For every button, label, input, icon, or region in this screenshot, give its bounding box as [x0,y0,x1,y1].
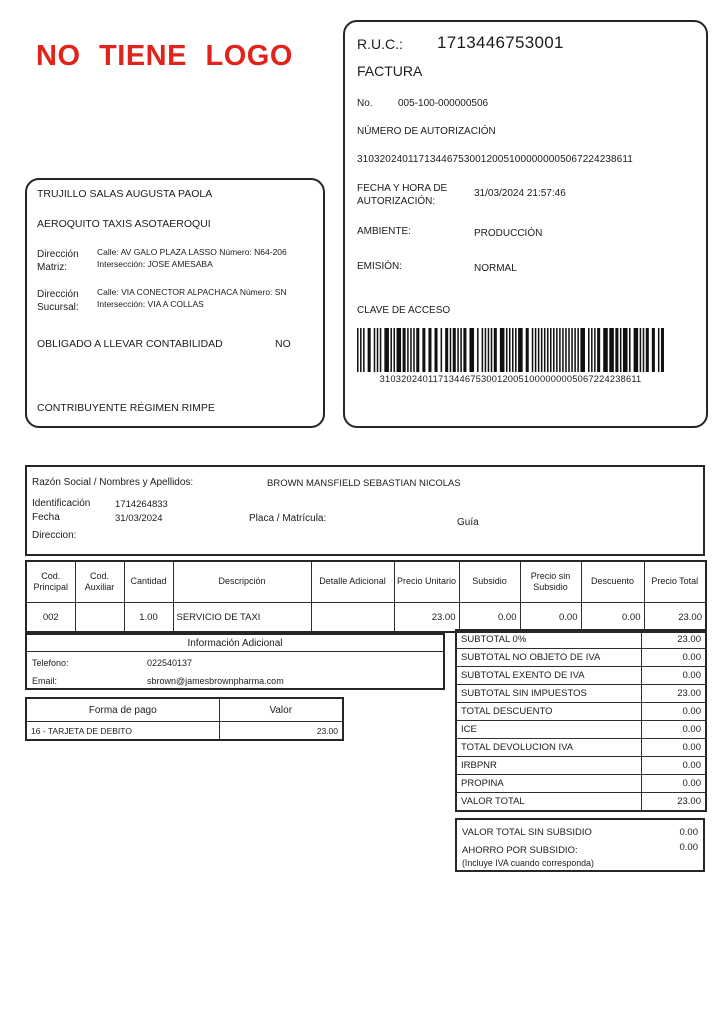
doc-type: FACTURA [357,63,423,79]
col-detalle-adicional: Detalle Adicional [311,561,394,603]
valor-total-sin-subsidio-value: 0.00 [679,827,698,838]
total-value: 0.00 [641,757,706,775]
item-detalle-adicional [311,603,394,633]
fecha-label: Fecha [32,512,60,523]
additional-info-box [25,633,445,690]
barcode-number: 3103202401171344675300120051000000005067224238611 [379,374,642,384]
item-precio-sin-subsidio: 0.00 [520,603,581,633]
payment-method: 16 - TARJETA DE DEBITO [26,722,219,741]
payment-value-header: Valor [219,698,343,722]
ahorro-subsidio-sublabel: (Incluye IVA cuando corresponda) [462,858,594,868]
phone-label: Telefono: [32,658,69,668]
col-precio-total: Precio Total [644,561,706,603]
col-descuento: Descuento [581,561,644,603]
item-cod-principal: 002 [26,603,75,633]
payment-table [25,697,344,741]
total-label: VALOR TOTAL [456,793,641,812]
placa-label: Placa / Matrícula: [249,513,327,524]
ambiente-value: PRODUCCIÓN [474,228,543,239]
matriz-label: Dirección Matriz: [37,249,79,273]
total-value: 0.00 [641,703,706,721]
ruc-value: 1713446753001 [437,33,564,52]
contabilidad-value: NO [275,338,291,350]
col-subsidio: Subsidio [459,561,520,603]
ahorro-subsidio-value: 0.00 [679,842,698,853]
totals-row [456,775,706,793]
col-precio-sin-subsidio: Precio sin Subsidio [520,561,581,603]
item-descuento: 0.00 [581,603,644,633]
clave-acceso-label: CLAVE DE ACCESO [357,305,451,316]
additional-info-title: Información Adicional [27,635,443,652]
authorization-box [343,20,708,428]
ambiente-label: AMBIENTE: [357,226,411,237]
barcode [357,328,664,372]
item-precio-total: 23.00 [644,603,706,633]
payment-value: 23.00 [219,722,343,741]
payment-row [26,722,343,741]
total-value: 0.00 [641,775,706,793]
identificacion-value: 1714264833 [115,499,168,510]
total-label: SUBTOTAL 0% [456,630,641,649]
total-label: SUBTOTAL NO OBJETO DE IVA [456,649,641,667]
totals-row [456,649,706,667]
emitter-name: TRUJILLO SALAS AUGUSTA PAOLA [37,188,213,200]
identificacion-label: Identificación [32,498,91,509]
total-value: 0.00 [641,721,706,739]
invoice-no-label: No. [357,98,373,109]
email-value: sbrown@jamesbrownpharma.com [147,676,284,686]
item-precio-unitario: 23.00 [394,603,459,633]
total-value: 0.00 [641,739,706,757]
total-label: SUBTOTAL EXENTO DE IVA [456,667,641,685]
totals-table [455,629,707,812]
emision-label: EMISIÓN: [357,261,403,272]
totals-row [456,703,706,721]
matriz-line2: Intersección: JOSE AMESABA [97,259,213,270]
col-cantidad: Cantidad [124,561,173,603]
invoice-no-value: 005-100-000000506 [398,98,489,109]
totals-row [456,667,706,685]
contabilidad-label: OBLIGADO A LLEVAR CONTABILIDAD [37,338,223,350]
items-table [25,560,707,633]
subsidy-summary-box [455,818,705,872]
total-label: SUBTOTAL SIN IMPUESTOS [456,685,641,703]
guia-label: Guía [457,517,479,528]
items-header-row [26,561,706,603]
col-descripcion: Descripción [173,561,311,603]
auth-number: 3103202401171344675300120051000000005067224238611 [357,154,633,165]
item-cantidad: 1.00 [124,603,173,633]
total-value: 23.00 [641,685,706,703]
totals-row [456,630,706,649]
payment-method-header: Forma de pago [26,698,219,722]
sucursal-line2: Intersección: VIA A COLLAS [97,299,204,310]
col-cod-principal: Cod. Principal [26,561,75,603]
fecha-value: 31/03/2024 [115,513,163,524]
emitter-box [25,178,325,428]
totals-row [456,721,706,739]
auth-number-label: NÚMERO DE AUTORIZACIÓN [357,126,496,137]
total-value: 23.00 [641,793,706,812]
total-value: 0.00 [641,649,706,667]
emitter-trade-name: AEROQUITO TAXIS ASOTAEROQUI [37,218,211,230]
email-label: Email: [32,676,58,686]
sucursal-line1: Calle: VIA CONECTOR ALPACHACA Número: SN [97,287,287,297]
emision-value: NORMAL [474,263,517,274]
total-label: IRBPNR [456,757,641,775]
sucursal-address [97,286,322,311]
valor-total-sin-subsidio-label: VALOR TOTAL SIN SUBSIDIO [462,827,592,838]
auth-datetime-label: FECHA Y HORA DE AUTORIZACIÓN: [357,183,448,207]
ahorro-subsidio-label: AHORRO POR SUBSIDIO: [462,845,578,856]
totals-row [456,757,706,775]
item-subsidio: 0.00 [459,603,520,633]
total-label: PROPINA [456,775,641,793]
payment-header-row [26,698,343,722]
total-value: 23.00 [641,630,706,649]
totals-row [456,685,706,703]
matriz-address [97,246,322,271]
matriz-line1: Calle: AV GALO PLAZA LASSO Número: N64-206 [97,247,287,257]
total-value: 0.00 [641,667,706,685]
sucursal-label: Dirección Sucursal: [37,289,79,313]
item-row [26,603,706,633]
direccion-label: Direccion: [32,530,77,541]
total-label: TOTAL DEVOLUCION IVA [456,739,641,757]
total-label: ICE [456,721,641,739]
item-cod-auxiliar [75,603,124,633]
total-label: TOTAL DESCUENTO [456,703,641,721]
auth-datetime-value: 31/03/2024 21:57:46 [474,188,566,199]
regimen-text: CONTRIBUYENTE RÉGIMEN RIMPE [37,402,215,414]
phone-value: 022540137 [147,658,193,668]
buyer-box [25,465,705,556]
totals-row [456,739,706,757]
razon-social-label: Razón Social / Nombres y Apellidos: [32,477,194,488]
col-precio-unitario: Precio Unitario [394,561,459,603]
razon-social-value: BROWN MANSFIELD SEBASTIAN NICOLAS [267,478,461,489]
item-descripcion: SERVICIO DE TAXI [173,603,311,633]
no-logo-text: NO TIENE LOGO [36,40,293,72]
ruc-label: R.U.C.: [357,36,403,52]
col-cod-auxiliar: Cod. Auxiliar [75,561,124,603]
totals-row [456,793,706,812]
